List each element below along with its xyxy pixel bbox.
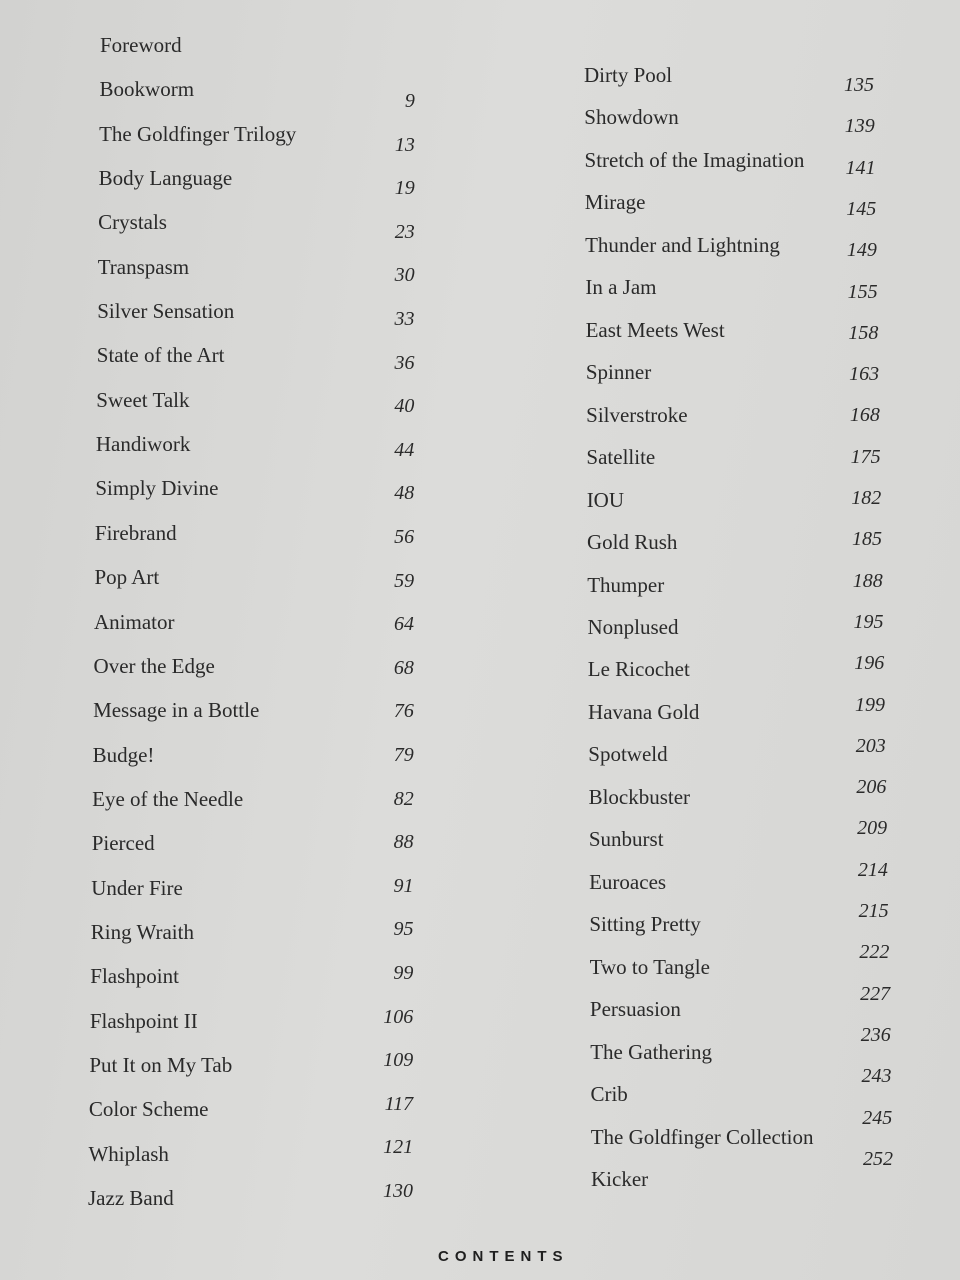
- toc-entry-page-number: 141: [845, 156, 876, 179]
- toc-entry-page-number: 195: [853, 610, 884, 633]
- toc-entry-title: Thunder and Lightning: [585, 232, 780, 257]
- toc-entry-title: Bookworm: [99, 77, 195, 102]
- toc-entry-title: Whiplash: [88, 1141, 169, 1166]
- toc-entry-title: Foreword: [100, 33, 182, 57]
- toc-entry-page-number: 158: [848, 321, 879, 344]
- toc-entry-title: The Goldfinger Trilogy: [99, 121, 297, 146]
- toc-entry-page-number: 149: [846, 239, 877, 262]
- toc-entry-title: Crystals: [98, 210, 167, 235]
- toc-entry-page-number: 44: [394, 438, 415, 461]
- toc-entry-title: Animator: [94, 609, 175, 634]
- toc-entry-title: The Goldfinger Collection: [590, 1124, 814, 1149]
- toc-entry-page-number: 59: [394, 569, 415, 592]
- toc-entry-page-number: 252: [863, 1147, 893, 1170]
- toc-entry-title: Message in a Bottle: [93, 698, 260, 723]
- toc-entry-page-number: 33: [394, 308, 415, 330]
- toc-entry-title: East Meets West: [585, 317, 725, 342]
- toc-entry-title: Under Fire: [91, 875, 183, 900]
- toc-entry-page-number: 145: [846, 197, 877, 220]
- toc-entry-title: Flashpoint II: [89, 1008, 198, 1033]
- toc-entry-page-number: 40: [394, 395, 415, 418]
- toc-entry-page-number: 199: [854, 693, 885, 716]
- toc-entry-page-number: 130: [383, 1180, 413, 1202]
- toc-entry-title: Pop Art: [94, 565, 160, 590]
- page-footer-label: CONTENTS: [438, 1248, 569, 1265]
- toc-entry-title: Handiwork: [95, 432, 191, 457]
- toc-entry-title: Silver Sensation: [97, 299, 235, 324]
- toc-entry-page-number: 121: [383, 1136, 414, 1159]
- toc-entry-page-number: 175: [850, 445, 881, 468]
- toc-entry-title: Jazz Band: [88, 1186, 174, 1210]
- toc-entry-title: Showdown: [584, 105, 679, 130]
- toc-entry-title: Thumper: [587, 572, 665, 597]
- toc-entry-title: Firebrand: [94, 520, 177, 545]
- toc-entry-title: Sweet Talk: [96, 387, 190, 412]
- toc-entry-title: Sunburst: [588, 827, 664, 852]
- toc-entry-page-number: 206: [856, 776, 887, 799]
- toc-entry-title: Over the Edge: [93, 653, 215, 678]
- toc-entry-title: Body Language: [98, 166, 233, 191]
- toc-entry-page-number: 82: [393, 787, 414, 810]
- toc-entry-page-number: 109: [383, 1049, 414, 1072]
- toc-entry-title: Havana Gold: [588, 699, 700, 724]
- toc-entry-page-number: 236: [860, 1023, 891, 1046]
- toc-entry-page-number: 64: [394, 613, 414, 636]
- toc-entry-page-number: 215: [858, 900, 889, 922]
- toc-entry-title: Eye of the Needle: [92, 786, 244, 811]
- toc-entry-page-number: 185: [852, 528, 883, 551]
- toc-entry-title: Persuasion: [589, 997, 681, 1022]
- toc-entry-title: Le Ricochet: [587, 657, 690, 682]
- toc-entry-page-number: 222: [859, 941, 890, 964]
- toc-entry-page-number: 155: [847, 280, 878, 303]
- toc-entry-page-number: 95: [393, 918, 414, 941]
- toc-entry-title: Flashpoint: [90, 964, 179, 989]
- toc-entry-page-number: 106: [383, 1005, 414, 1028]
- toc-entry-page-number: 188: [852, 569, 883, 592]
- toc-entry-title: Budge!: [92, 742, 155, 767]
- toc-entry-page-number: 243: [861, 1065, 892, 1088]
- toc-entry-page-number: 139: [844, 115, 875, 138]
- toc-entry-title: Dirty Pool: [584, 63, 673, 87]
- toc-entry-page-number: 79: [393, 744, 414, 766]
- toc-entry-page-number: 19: [394, 177, 415, 200]
- toc-entry-page-number: 9: [404, 90, 415, 112]
- toc-entry-title: The Gathering: [590, 1039, 713, 1064]
- toc-entry-title: Spinner: [585, 360, 652, 385]
- toc-entry-title: Two to Tangle: [589, 954, 710, 979]
- toc-entry-title: Sitting Pretty: [589, 912, 701, 937]
- toc-entry-title: Kicker: [591, 1167, 649, 1191]
- toc-entry-page-number: 68: [393, 656, 414, 679]
- toc-entry-title: Silverstroke: [586, 402, 688, 427]
- toc-entry-title: Crib: [590, 1082, 628, 1107]
- toc-entry-title: Euroaces: [589, 869, 667, 894]
- toc-entry-title: Stretch of the Imagination: [584, 147, 805, 172]
- toc-entry-page-number: 76: [393, 700, 414, 723]
- toc-entry-page-number: 88: [393, 831, 414, 854]
- toc-entry-page-number: 203: [855, 734, 886, 757]
- toc-entry-title: Nonplused: [587, 615, 679, 639]
- toc-entry-page-number: 245: [862, 1106, 893, 1129]
- toc-entry-title: Pierced: [91, 831, 155, 856]
- toc-entry-page-number: 36: [394, 351, 415, 374]
- toc-entry-page-number: 91: [393, 874, 414, 897]
- toc-entry-page-number: 48: [394, 482, 415, 505]
- toc-entry-page-number: 209: [857, 817, 888, 840]
- toc-entry-title: IOU: [586, 487, 625, 512]
- toc-entry-page-number: 196: [854, 652, 885, 675]
- toc-entry-page-number: 227: [860, 982, 891, 1005]
- toc-entry-title: Satellite: [586, 445, 656, 470]
- toc-entry-title: Blockbuster: [588, 784, 691, 809]
- toc-entry-title: Gold Rush: [586, 530, 678, 555]
- toc-entry-page-number: 168: [849, 404, 880, 427]
- toc-entry-page-number: 99: [393, 962, 414, 984]
- toc-entry-title: Transpasm: [97, 254, 190, 279]
- toc-entry-title: In a Jam: [585, 275, 657, 300]
- toc-entry-page-number: 135: [844, 74, 874, 96]
- toc-entry-page-number: 23: [394, 220, 415, 243]
- toc-entry-title: Mirage: [584, 190, 646, 215]
- toc-entry-title: Simply Divine: [95, 476, 219, 501]
- toc-entry-page-number: 13: [394, 133, 415, 156]
- toc-entry-page-number: 56: [394, 526, 415, 548]
- toc-entry-page-number: 214: [857, 858, 888, 881]
- toc-entry-page-number: 117: [384, 1092, 414, 1115]
- toc-entry-page-number: 30: [394, 264, 415, 287]
- toc-entry-title: State of the Art: [96, 343, 225, 368]
- toc-entry-page-number: 182: [851, 487, 882, 509]
- toc-entry-title: Color Scheme: [88, 1097, 209, 1122]
- toc-entry-title: Put It on My Tab: [89, 1052, 233, 1077]
- toc-entry-title: Ring Wraith: [90, 919, 194, 944]
- toc-entry-page-number: 163: [849, 363, 880, 386]
- toc-entry-title: Spotweld: [588, 742, 668, 767]
